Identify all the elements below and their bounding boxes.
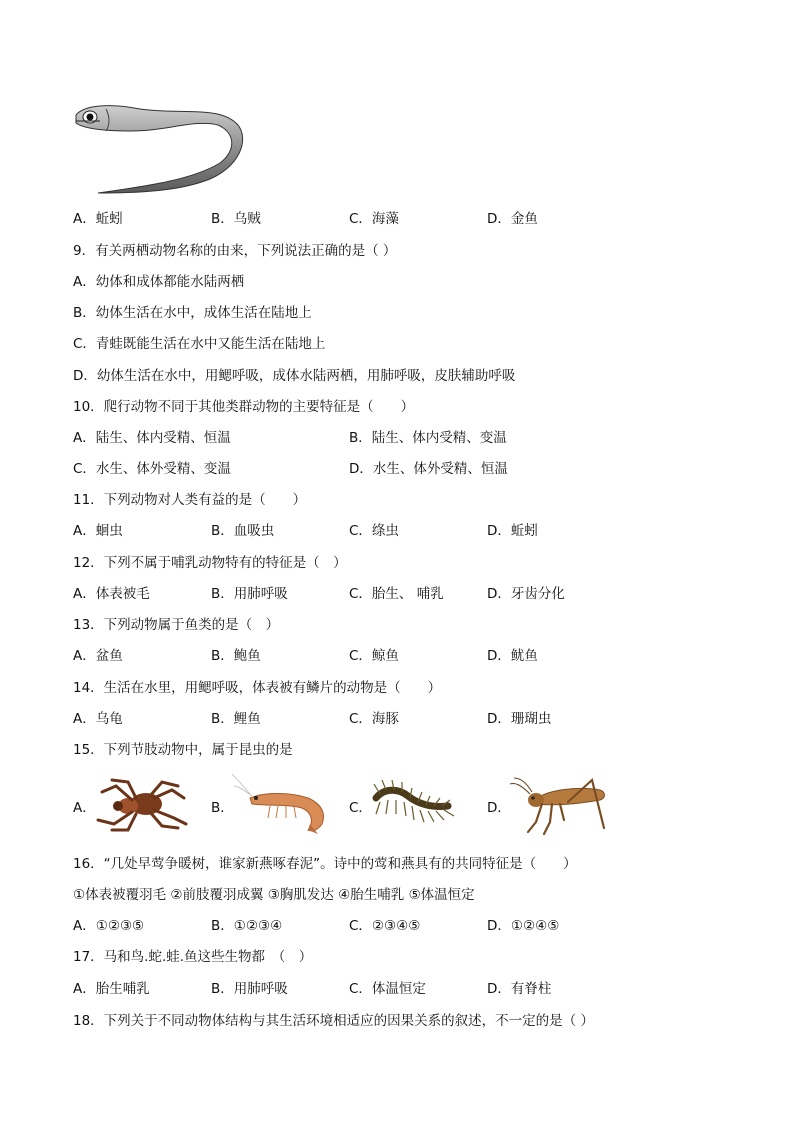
q12-option-d: D．牙齿分化 [487, 586, 565, 602]
grasshopper-image [508, 772, 614, 836]
q9-option-a: A．幼体和成体都能水陆两栖 [73, 274, 245, 290]
q10-option-b: B．陆生、体内受精、变温 [349, 430, 507, 446]
q12-option-a: A．体表被毛 [73, 586, 150, 602]
q12-stem: 12．下列不属于哺乳动物特有的特征是（ ） [73, 555, 347, 571]
q11-option-a: A．蛔虫 [73, 523, 123, 539]
shrimp-image [230, 772, 334, 836]
q14-option-b: B．鲤鱼 [211, 711, 261, 727]
q14-option-d: D．珊瑚虫 [487, 711, 552, 727]
q15-option-b: B． [211, 800, 234, 816]
q8-option-d: D．金鱼 [487, 211, 538, 227]
q13-option-c: C．鲸鱼 [349, 648, 399, 664]
q13-option-a: A．盆鱼 [73, 648, 123, 664]
q15-option-c: C． [349, 800, 372, 816]
q16-option-c: C．②③④⑤ [349, 918, 421, 934]
q16-statements: ①体表被覆羽毛 ②前肢覆羽成翼 ③胸肌发达 ④胎生哺乳 ⑤体温恒定 [73, 887, 475, 903]
q16-stem: 16．“几处早莺争暖树，谁家新燕啄春泥”。诗中的莺和燕具有的共同特征是（ ） [73, 856, 577, 872]
q17-stem: 17．马和鸟.蛇.蛙.鱼这些生物都 （ ） [73, 949, 313, 965]
q18-stem: 18．下列关于不同动物体结构与其生活环境相适应的因果关系的叙述，不一定的是（ ） [73, 1013, 594, 1029]
q11-option-b: B．血吸虫 [211, 523, 275, 539]
q13-option-b: B．鲍鱼 [211, 648, 261, 664]
spider-image [92, 778, 188, 832]
q8-option-b: B．乌贼 [211, 211, 261, 227]
q13-option-d: D．鱿鱼 [487, 648, 538, 664]
q9-option-d: D．幼体生活在水中，用鳃呼吸，成体水陆两栖，用肺呼吸，皮肤辅助呼吸 [73, 368, 516, 384]
q14-stem: 14．生活在水里，用鳃呼吸，体表被有鳞片的动物是（ ） [73, 680, 442, 696]
q9-option-c: C．青蛙既能生活在水中又能生活在陆地上 [73, 336, 326, 352]
q17-option-b: B．用肺呼吸 [211, 981, 288, 997]
q9-option-b: B．幼体生活在水中，成体生活在陆地上 [73, 305, 312, 321]
q16-option-a: A．①②③⑤ [73, 918, 145, 934]
q8-option-c: C．海藻 [349, 211, 399, 227]
q12-option-b: B．用肺呼吸 [211, 586, 288, 602]
q10-stem: 10．爬行动物不同于其他类群动物的主要特征是（ ） [73, 399, 415, 415]
q13-stem: 13．下列动物属于鱼类的是（ ） [73, 617, 280, 633]
q17-option-d: D．有脊柱 [487, 981, 552, 997]
q15-option-a: A． [73, 800, 96, 816]
q16-option-d: D．①②④⑤ [487, 918, 560, 934]
q11-stem: 11．下列动物对人类有益的是（ ） [73, 492, 307, 508]
fish-image [70, 97, 250, 197]
q17-option-a: A．胎生哺乳 [73, 981, 150, 997]
q15-option-d: D． [487, 800, 511, 816]
q9-stem: 9．有关两栖动物名称的由来，下列说法正确的是（ ） [73, 243, 397, 259]
q15-stem: 15．下列节肢动物中，属于昆虫的是 [73, 742, 293, 758]
centipede-image [368, 780, 458, 828]
q11-option-d: D．蚯蚓 [487, 523, 538, 539]
q11-option-c: C．绦虫 [349, 523, 399, 539]
q10-option-d: D．水生、体外受精、恒温 [349, 461, 508, 477]
q8-option-a: A．蚯蚓 [73, 211, 123, 227]
q16-option-b: B．①②③④ [211, 918, 283, 934]
q10-option-a: A．陆生、体内受精、恒温 [73, 430, 231, 446]
q14-option-a: A．乌龟 [73, 711, 123, 727]
q10-option-c: C．水生、体外受精、变温 [73, 461, 231, 477]
q17-option-c: C．体温恒定 [349, 981, 426, 997]
q12-option-c: C．胎生、 哺乳 [349, 586, 444, 602]
q14-option-c: C．海豚 [349, 711, 399, 727]
